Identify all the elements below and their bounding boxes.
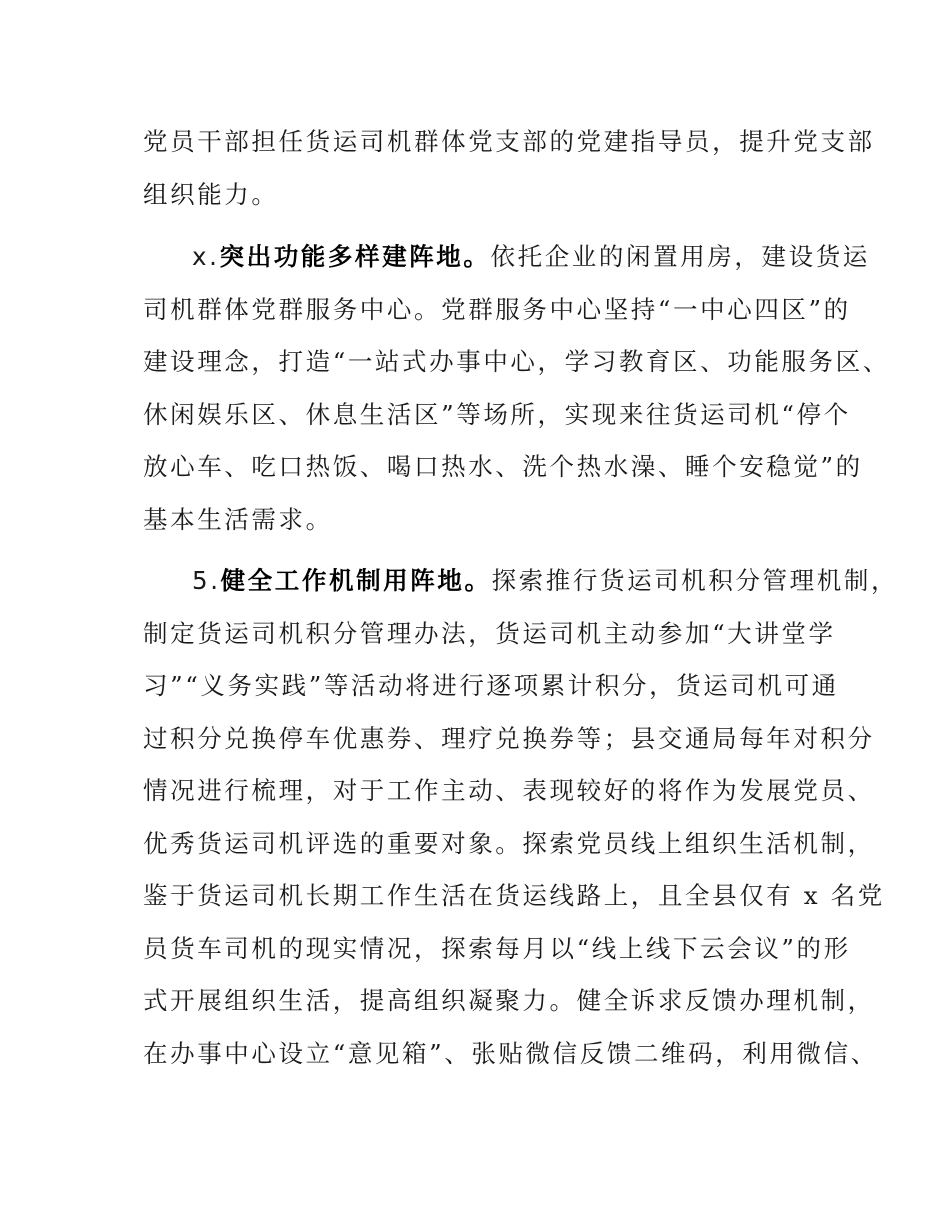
text-line: 式开展组织生活，提高组织凝聚力。健全诉求反馈办理机制， bbox=[143, 986, 875, 1015]
text-line: 基本生活需求。 bbox=[143, 504, 333, 534]
paragraph-work-mechanism bbox=[143, 555, 899, 1080]
item-number: x. bbox=[192, 242, 220, 271]
text-line: 制定货运司机积分管理办法，货运司机主动参加“大讲堂学 bbox=[143, 618, 836, 648]
item-number: 5. bbox=[192, 566, 221, 595]
paragraph-continuation bbox=[143, 116, 875, 221]
text-line: 在办事中心设立“意见箱”、张贴微信反馈二维码，利用微信、 bbox=[143, 1038, 878, 1068]
paragraph-heading: 突出功能多样建阵地。 bbox=[219, 242, 491, 271]
text-line: 习”“义务实践”等活动将进行逐项累计积分，货运司机可通 bbox=[143, 671, 839, 700]
text-line: 放心车、吃口热饭、喝口热水、洗个热水澡、睡个安稳觉”的 bbox=[143, 452, 863, 481]
text-line: 司机群体党群服务中心。党群服务中心坚持“一中心四区”的 bbox=[143, 294, 851, 324]
text-line: 员货车司机的现实情况，探索每月以“线上线下云会议”的形 bbox=[143, 933, 851, 963]
text-run: 探索推行货运司机积分管理机制， bbox=[491, 566, 899, 595]
text-line: 情况进行梳理，对于工作主动、表现较好的将作为发展党员、 bbox=[143, 776, 875, 805]
text-line: 休闲娱乐区、休息生活区”等场所，实现来往货运司机“停个 bbox=[143, 399, 851, 429]
text-run: 依托企业的闲置用房，建设货运 bbox=[490, 242, 870, 271]
text-line: 党员干部担任货运司机群体党支部的党建指导员，提升党支部 bbox=[143, 127, 875, 156]
text-line: 组织能力。 bbox=[143, 179, 279, 209]
paragraph-first-line bbox=[143, 555, 899, 608]
text-line: 过积分兑换停车优惠券、理疗兑换券等；县交通局每年对积分 bbox=[143, 723, 875, 753]
paragraph-function-position bbox=[143, 231, 890, 546]
paragraph-first-line bbox=[143, 231, 870, 284]
text-line: 建设理念，打造“一站式办事中心，学习教育区、功能服务区、 bbox=[143, 347, 890, 376]
text-line: 鉴于货运司机长期工作生活在货运线路上，且全县仅有 x 名党 bbox=[143, 881, 885, 910]
text-line: 优秀货运司机评选的重要对象。探索党员线上组织生活机制， bbox=[143, 828, 875, 858]
paragraph-heading: 健全工作机制用阵地。 bbox=[220, 566, 492, 595]
